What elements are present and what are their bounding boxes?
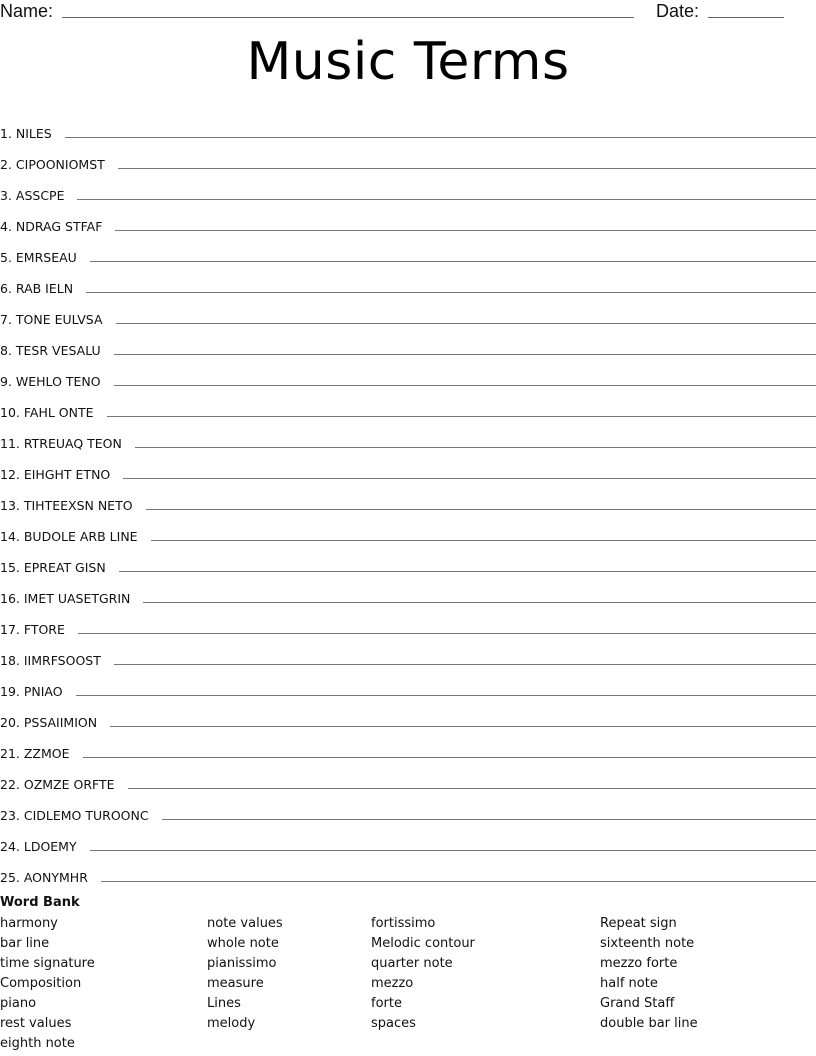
question-row	[0, 484, 816, 515]
question-row	[0, 329, 816, 360]
word-bank-item: pianissimo	[207, 956, 277, 971]
scrambled-word: 14. BUDOLE ARB LINE	[0, 529, 138, 544]
question-row	[0, 701, 816, 732]
scrambled-word: 15. EPREAT GISN	[0, 560, 106, 575]
question-row	[0, 639, 816, 670]
word-bank-item: bar line	[0, 936, 50, 951]
answer-line[interactable]	[76, 695, 816, 696]
scrambled-word: 4. NDRAG STFAF	[0, 219, 103, 234]
answer-line[interactable]	[128, 788, 816, 789]
answer-line[interactable]	[123, 478, 816, 479]
date-label: Date:	[656, 1, 700, 21]
answer-line[interactable]	[114, 385, 816, 386]
word-bank-item: quarter note	[371, 956, 453, 971]
word-bank-item: harmony	[0, 916, 58, 931]
word-bank-item: Repeat sign	[600, 916, 677, 931]
word-bank-item: sixteenth note	[600, 936, 695, 951]
page-title: Music Terms	[246, 32, 570, 92]
word-bank-item: rest values	[0, 1016, 72, 1031]
word-bank-item: mezzo	[371, 976, 414, 991]
word-bank-item: melody	[207, 1016, 256, 1031]
scrambled-word: 23. CIDLEMO TUROONC	[0, 808, 149, 823]
word-bank-item: forte	[371, 996, 402, 1011]
answer-line[interactable]	[90, 850, 816, 851]
answer-line[interactable]	[143, 602, 816, 603]
name-field[interactable]	[62, 17, 634, 18]
scrambled-word: 5. EMRSEAU	[0, 250, 77, 265]
question-row	[0, 112, 816, 143]
word-bank-column	[371, 914, 475, 1034]
answer-line[interactable]	[90, 261, 816, 262]
scrambled-word: 19. PNIAO	[0, 684, 63, 699]
scrambled-word: 24. LDOEMY	[0, 839, 77, 854]
question-row	[0, 360, 816, 391]
scrambled-word: 25. AONYMHR	[0, 870, 88, 885]
word-bank-column	[600, 914, 698, 1034]
scrambled-word: 3. ASSCPE	[0, 188, 65, 203]
scrambled-word: 12. EIHGHT ETNO	[0, 467, 111, 482]
question-list	[0, 112, 816, 887]
question-row	[0, 608, 816, 639]
question-row	[0, 856, 816, 887]
scrambled-word: 7. TONE EULVSA	[0, 312, 103, 327]
question-row	[0, 205, 816, 236]
question-row	[0, 794, 816, 825]
answer-line[interactable]	[119, 571, 816, 572]
answer-line[interactable]	[86, 292, 816, 293]
scrambled-word: 6. RAB IELN	[0, 281, 74, 296]
word-bank-item: piano	[0, 996, 37, 1011]
question-row	[0, 732, 816, 763]
word-bank-item: whole note	[207, 936, 279, 951]
answer-line[interactable]	[116, 323, 816, 324]
word-bank-item: double bar line	[600, 1016, 698, 1031]
answer-line[interactable]	[110, 726, 816, 727]
scrambled-word: 17. FTORE	[0, 622, 65, 637]
word-bank-item: eighth note	[0, 1036, 75, 1051]
word-bank-item: half note	[600, 976, 658, 991]
question-row	[0, 670, 816, 701]
word-bank-column	[0, 914, 95, 1054]
question-row	[0, 267, 816, 298]
scrambled-word: 21. ZZMOE	[0, 746, 70, 761]
question-row	[0, 763, 816, 794]
question-row	[0, 422, 816, 453]
question-row	[0, 577, 816, 608]
answer-line[interactable]	[77, 199, 816, 200]
answer-line[interactable]	[83, 757, 816, 758]
answer-line[interactable]	[151, 540, 816, 541]
word-bank-item: note values	[207, 916, 283, 931]
question-row	[0, 546, 816, 577]
scrambled-word: 9. WEHLO TENO	[0, 374, 101, 389]
question-row	[0, 515, 816, 546]
scrambled-word: 22. OZMZE ORFTE	[0, 777, 115, 792]
question-row	[0, 143, 816, 174]
scrambled-word: 11. RTREUAQ TEON	[0, 436, 122, 451]
scrambled-word: 20. PSSAIIMION	[0, 715, 98, 730]
answer-line[interactable]	[118, 168, 816, 169]
answer-line[interactable]	[65, 137, 816, 138]
question-row	[0, 174, 816, 205]
scrambled-word: 13. TIHTEEXSN NETO	[0, 498, 133, 513]
answer-line[interactable]	[115, 230, 816, 231]
word-bank-item: time signature	[0, 956, 95, 971]
question-row	[0, 453, 816, 484]
worksheet-header	[0, 0, 816, 22]
answer-line[interactable]	[101, 881, 816, 882]
scrambled-word: 16. IMET UASETGRIN	[0, 591, 131, 606]
word-bank-item: Melodic contour	[371, 936, 475, 951]
scrambled-word: 18. IIMRFSOOST	[0, 653, 101, 668]
word-bank-item: spaces	[371, 1016, 416, 1031]
question-row	[0, 236, 816, 267]
answer-line[interactable]	[146, 509, 816, 510]
answer-line[interactable]	[107, 416, 816, 417]
answer-line[interactable]	[135, 447, 816, 448]
date-field[interactable]	[708, 17, 784, 18]
word-bank-column	[207, 914, 283, 1034]
scrambled-word: 10. FAHL ONTE	[0, 405, 94, 420]
answer-line[interactable]	[114, 354, 816, 355]
word-bank-item: Grand Staff	[600, 996, 675, 1011]
word-bank-title: Word Bank	[0, 895, 80, 910]
answer-line[interactable]	[162, 819, 816, 820]
word-bank-item: measure	[207, 976, 264, 991]
question-row	[0, 825, 816, 856]
scrambled-word: 1. NILES	[0, 126, 52, 141]
answer-line[interactable]	[78, 633, 816, 634]
word-bank-item: Composition	[0, 976, 82, 991]
scrambled-word: 8. TESR VESALU	[0, 343, 101, 358]
name-label: Name:	[0, 1, 54, 21]
word-bank-item: fortissimo	[371, 916, 436, 931]
answer-line[interactable]	[114, 664, 816, 665]
word-bank-item: mezzo forte	[600, 956, 678, 971]
question-row	[0, 391, 816, 422]
question-row	[0, 298, 816, 329]
word-bank-item: Lines	[207, 996, 241, 1011]
scrambled-word: 2. CIPOONIOMST	[0, 157, 105, 172]
